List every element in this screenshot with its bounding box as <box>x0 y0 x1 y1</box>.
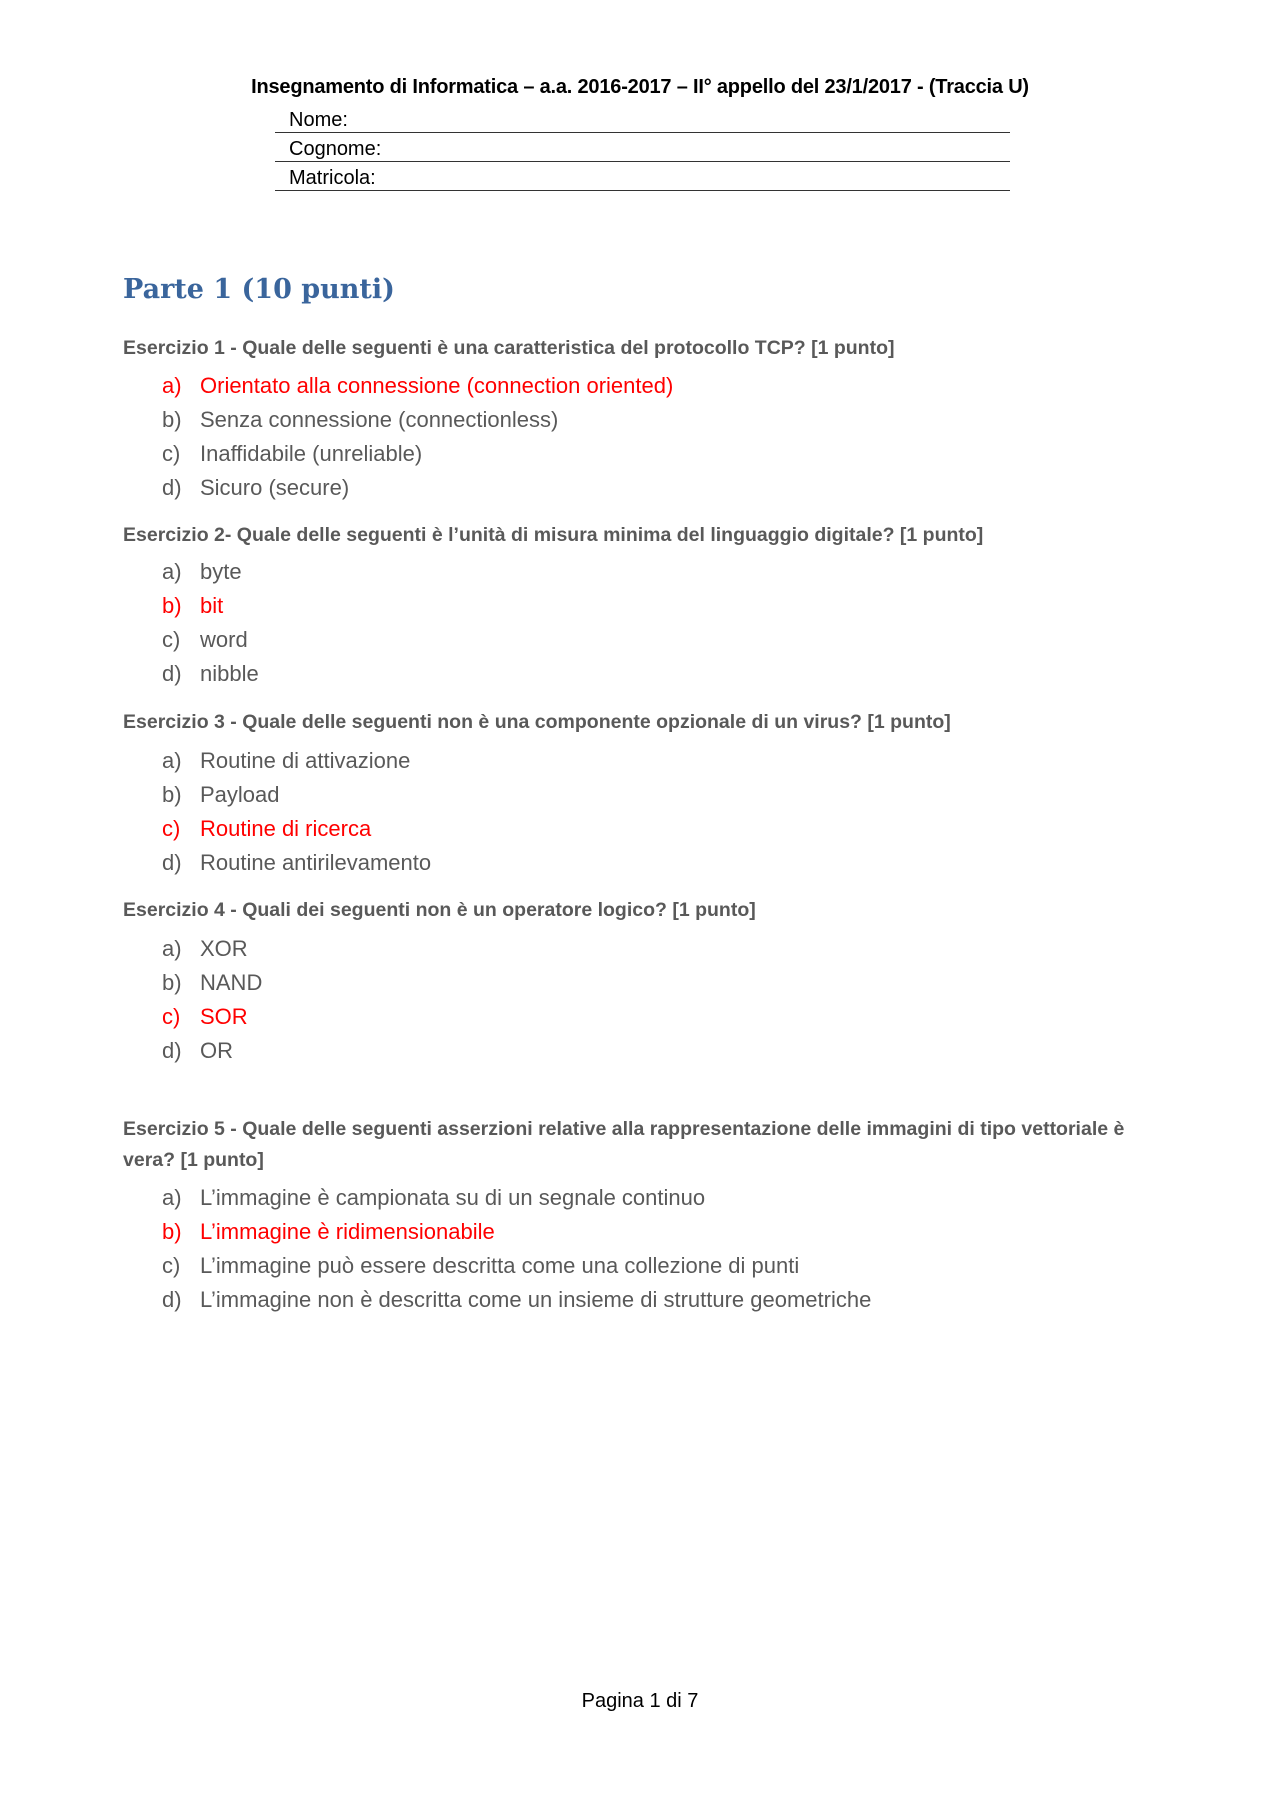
q2-option-c <box>162 627 248 653</box>
option-text: bit <box>200 593 224 618</box>
option-letter: d) <box>162 475 182 500</box>
part-title: Parte 1 (10 punti) <box>123 274 395 305</box>
option-text: Orientato alla connessione (connection oriented) <box>200 373 674 398</box>
option-letter: c) <box>162 627 181 652</box>
question-2: Esercizio 2- Quale delle seguenti è l’unità di misura minima del linguaggio digitale? [1 punto] <box>123 524 984 546</box>
q2-option-a <box>162 559 242 585</box>
q4-option-d <box>162 1038 233 1064</box>
option-letter: d) <box>162 661 182 686</box>
option-letter: b) <box>162 782 182 807</box>
q4-option-b <box>162 970 262 996</box>
option-letter: d) <box>162 1287 182 1312</box>
question-1: Esercizio 1 - Quale delle seguenti è una caratteristica del protocollo TCP? [1 punto] <box>123 337 895 359</box>
q2-option-d <box>162 661 259 687</box>
option-letter: a) <box>162 936 182 961</box>
option-text: Payload <box>200 782 280 807</box>
question-4: Esercizio 4 - Quali dei seguenti non è un operatore logico? [1 punto] <box>123 899 756 921</box>
option-text: word <box>200 627 248 652</box>
option-text: Senza connessione (connectionless) <box>200 407 559 432</box>
q3-option-c <box>162 816 371 842</box>
option-text: nibble <box>200 661 259 686</box>
option-text: NAND <box>200 970 263 995</box>
option-letter: d) <box>162 850 182 875</box>
option-letter: c) <box>162 441 181 466</box>
option-text: OR <box>200 1038 233 1063</box>
q1-option-c <box>162 441 422 467</box>
question-5: Esercizio 5 - Quale delle seguenti asserzioni relative alla rappresentazione delle immagini di tipo vettoriale è vera? [1 punto] <box>123 1118 1125 1171</box>
option-letter: c) <box>162 1004 181 1029</box>
option-text: XOR <box>200 936 248 961</box>
option-text: L’immagine non è descritta come un insieme di strutture geometriche <box>200 1287 872 1312</box>
option-text: Inaffidabile (unreliable) <box>200 441 423 466</box>
q1-option-d <box>162 475 349 501</box>
option-text: Routine di ricerca <box>200 816 372 841</box>
option-text: L’immagine può essere descritta come una collezione di punti <box>200 1253 800 1278</box>
q1-option-a <box>162 373 673 399</box>
q4-option-a <box>162 936 248 962</box>
option-text: SOR <box>200 1004 248 1029</box>
q5-option-d <box>162 1287 871 1313</box>
surname-field <box>275 133 1010 162</box>
option-text: byte <box>200 559 242 584</box>
option-text: Sicuro (secure) <box>200 475 350 500</box>
q3-option-b <box>162 782 280 808</box>
q5-option-c <box>162 1253 799 1279</box>
student-id-table <box>275 104 1010 191</box>
option-letter: a) <box>162 373 182 398</box>
option-letter: c) <box>162 816 181 841</box>
surname-label: Cognome: <box>289 138 382 160</box>
option-letter: d) <box>162 1038 182 1063</box>
option-letter: b) <box>162 407 182 432</box>
option-text: Routine di attivazione <box>200 748 411 773</box>
option-letter: b) <box>162 1219 182 1244</box>
q3-option-d <box>162 850 431 876</box>
q3-option-a <box>162 748 410 774</box>
exam-title: Insegnamento di Informatica – a.a. 2016-2017 – II° appello del 23/1/2017 - (Traccia U) <box>251 76 1029 98</box>
q4-option-c <box>162 1004 248 1030</box>
student-number-field <box>275 162 1010 191</box>
q5-option-b <box>162 1219 495 1245</box>
student-number-label: Matricola: <box>289 167 376 189</box>
page-number: Pagina 1 di 7 <box>581 1690 699 1712</box>
option-text: Routine antirilevamento <box>200 850 432 875</box>
q5-option-a <box>162 1185 705 1211</box>
question-3: Esercizio 3 - Quale delle seguenti non è una componente opzionale di un virus? [1 punto] <box>123 711 951 733</box>
option-letter: c) <box>162 1253 181 1278</box>
option-text: L’immagine è ridimensionabile <box>200 1219 495 1244</box>
option-text: L’immagine è campionata su di un segnale continuo <box>200 1185 706 1210</box>
name-label: Nome: <box>289 109 348 131</box>
option-letter: a) <box>162 559 182 584</box>
option-letter: a) <box>162 748 182 773</box>
q2-option-b <box>162 593 223 619</box>
name-field <box>275 104 1010 133</box>
option-letter: a) <box>162 1185 182 1210</box>
option-letter: b) <box>162 593 182 618</box>
q1-option-b <box>162 407 558 433</box>
option-letter: b) <box>162 970 182 995</box>
